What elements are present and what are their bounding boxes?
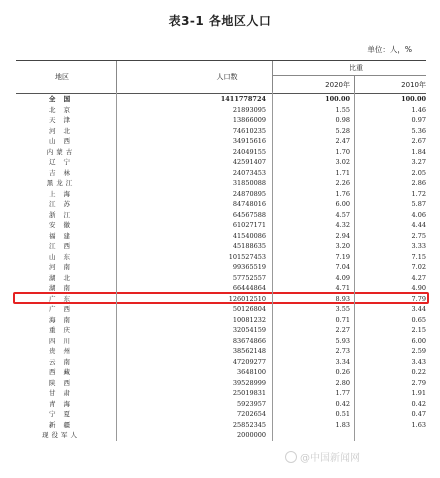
table-row [16, 241, 426, 252]
share-2020-cell: 2.26 [335, 179, 350, 187]
share-2020-cell: 0.98 [335, 116, 350, 124]
header-share: 比重 [349, 64, 363, 72]
share-2020-cell: 0.42 [335, 399, 350, 408]
weibo-icon [285, 451, 297, 463]
region-cell: 安 徽 [48, 221, 74, 229]
share-2020-cell: 5.28 [335, 126, 350, 135]
table-row [16, 304, 426, 315]
share-2020-cell: 2.27 [335, 326, 350, 334]
population-cell: 24049155 [232, 147, 266, 156]
table-row [16, 210, 426, 221]
share-2020-cell: 1.83 [335, 420, 350, 429]
table-row [16, 189, 426, 200]
table-row [16, 178, 426, 189]
population-cell: 61027171 [232, 221, 266, 229]
population-cell: 10081232 [232, 315, 266, 324]
region-cell: 浙 江 [48, 210, 74, 219]
share-2020-cell: 3.55 [335, 305, 350, 313]
share-2020-cell: 8.93 [335, 294, 350, 303]
table-body [16, 94, 426, 441]
population-cell: 83674866 [232, 336, 266, 345]
table-row [16, 157, 426, 168]
share-2010-cell: 100.00 [401, 95, 426, 103]
share-2020-cell: 4.71 [335, 284, 350, 292]
region-cell: 湖 南 [48, 284, 74, 292]
population-cell: 42591407 [232, 158, 266, 166]
population-cell: 66444864 [232, 284, 266, 292]
region-cell: 上 海 [48, 189, 74, 198]
share-2010-cell: 3.33 [411, 242, 426, 250]
table-row [16, 388, 426, 399]
share-2010-cell: 4.27 [411, 273, 426, 282]
share-2010-cell: 0.22 [411, 368, 426, 376]
population-cell: 50126804 [232, 305, 266, 313]
header-vline [354, 75, 355, 93]
region-cell: 现役军人 [42, 431, 80, 439]
share-2020-cell: 2.94 [335, 231, 350, 240]
region-cell: 江 苏 [48, 200, 74, 208]
table-row [16, 147, 426, 158]
region-cell: 福 建 [48, 231, 74, 240]
region-cell: 北 京 [48, 105, 74, 114]
table-row [16, 367, 426, 378]
population-cell: 5923957 [237, 399, 266, 408]
header-region: 地区 [55, 73, 69, 81]
population-cell: 13866009 [232, 116, 266, 124]
share-2020-cell: 1.71 [335, 168, 350, 177]
watermark-text: @中国新闻网 [300, 453, 360, 464]
column-rule [354, 92, 355, 441]
share-2020-cell: 1.70 [335, 147, 350, 156]
table-row [16, 346, 426, 357]
share-2010-cell: 5.36 [411, 126, 426, 135]
region-cell: 贵 州 [48, 347, 74, 355]
share-2020-cell: 0.71 [335, 315, 350, 324]
share-2010-cell: 2.59 [411, 347, 426, 355]
unit-label: 单位：人，% [367, 45, 412, 54]
share-2020-cell: 4.32 [335, 221, 350, 229]
population-cell: 25019831 [232, 389, 266, 397]
table-row [16, 252, 426, 263]
population-cell: 24073453 [232, 168, 266, 177]
header-2020: 2020年 [325, 81, 350, 89]
header-2010: 2010年 [401, 81, 426, 89]
share-2020-cell: 7.04 [335, 263, 350, 271]
region-cell: 江 西 [48, 242, 74, 250]
share-2020-cell: 2.80 [335, 378, 350, 387]
share-2010-cell: 7.02 [411, 263, 426, 271]
population-table [16, 60, 426, 441]
region-cell: 河 北 [48, 126, 74, 135]
table-row [16, 262, 426, 273]
population-cell: 101527453 [228, 252, 266, 261]
region-cell: 山 西 [48, 137, 74, 145]
region-cell: 新 疆 [48, 420, 74, 429]
share-2020-cell: 2.73 [335, 347, 350, 355]
header-divider [272, 75, 426, 76]
share-2020-cell: 0.26 [335, 368, 350, 376]
population-cell: 2000000 [237, 431, 266, 439]
population-cell: 41540086 [232, 231, 266, 240]
share-2010-cell: 0.42 [411, 399, 426, 408]
table-row [16, 126, 426, 137]
share-2020-cell: 5.93 [335, 336, 350, 345]
table-title: 表3-1 各地区人口 [168, 14, 272, 28]
share-2010-cell: 2.05 [411, 168, 426, 177]
share-2010-cell: 3.44 [411, 305, 426, 313]
share-2020-cell: 1.77 [335, 389, 350, 397]
table-row [16, 378, 426, 389]
table-row [16, 273, 426, 284]
share-2020-cell: 4.57 [335, 210, 350, 219]
population-cell: 64567588 [232, 210, 266, 219]
table-row [16, 315, 426, 326]
share-2010-cell: 0.65 [411, 315, 426, 324]
table-row [16, 136, 426, 147]
table-row [16, 105, 426, 116]
population-cell: 126012510 [228, 294, 266, 303]
share-2010-cell: 7.15 [411, 252, 426, 261]
share-2010-cell: 3.43 [411, 357, 426, 366]
share-2010-cell: 4.44 [411, 221, 426, 229]
table-row [16, 420, 426, 431]
table-row [16, 409, 426, 420]
population-cell: 1411778724 [220, 95, 266, 103]
watermark [285, 449, 360, 464]
region-cell: 广 西 [48, 305, 74, 313]
population-cell: 84748016 [232, 200, 266, 208]
region-cell: 云 南 [48, 357, 74, 366]
population-cell: 7202654 [237, 410, 266, 418]
region-cell: 山 东 [48, 252, 74, 261]
column-rule [272, 92, 273, 441]
column-rule [116, 92, 117, 441]
table-row [16, 336, 426, 347]
population-cell: 3648100 [237, 368, 266, 376]
share-2010-cell: 2.15 [411, 326, 426, 334]
share-2020-cell: 3.34 [335, 357, 350, 366]
table-row [16, 199, 426, 210]
table-row [16, 115, 426, 126]
header-vline [272, 61, 273, 93]
table-row [16, 231, 426, 242]
share-2010-cell: 1.72 [411, 189, 426, 198]
table-header [16, 61, 426, 94]
share-2010-cell: 0.47 [411, 410, 426, 418]
population-cell: 99365519 [232, 263, 266, 271]
region-cell: 河 南 [48, 263, 74, 271]
share-2010-cell: 7.79 [411, 294, 426, 303]
region-cell: 重 庆 [48, 326, 74, 334]
share-2020-cell: 6.00 [335, 200, 350, 208]
share-2010-cell: 2.75 [411, 231, 426, 240]
region-cell: 黑龙江 [46, 179, 76, 187]
region-cell: 西 藏 [48, 368, 74, 376]
share-2010-cell: 1.63 [411, 420, 426, 429]
region-cell: 全 国 [48, 95, 74, 103]
share-2020-cell: 3.02 [335, 158, 350, 166]
region-cell: 宁 夏 [48, 410, 74, 418]
share-2010-cell: 2.86 [411, 179, 426, 187]
table-row [16, 430, 426, 441]
header-vline [116, 61, 117, 93]
share-2010-cell: 1.84 [411, 147, 426, 156]
population-cell: 57752557 [232, 273, 266, 282]
highlight-box [13, 292, 429, 304]
share-2010-cell: 4.06 [411, 210, 426, 219]
table-row [16, 325, 426, 336]
share-2010-cell: 3.27 [411, 158, 426, 166]
share-2020-cell: 1.55 [335, 105, 350, 114]
share-2010-cell: 6.00 [411, 336, 426, 345]
region-cell: 内蒙古 [46, 147, 76, 156]
region-cell: 四 川 [48, 336, 74, 345]
region-cell: 青 海 [48, 399, 74, 408]
region-cell: 海 南 [48, 315, 74, 324]
share-2010-cell: 5.87 [411, 200, 426, 208]
population-cell: 21893095 [232, 105, 266, 114]
share-2020-cell: 100.00 [325, 95, 350, 103]
population-cell: 39528999 [232, 378, 266, 387]
population-cell: 31850088 [232, 179, 266, 187]
share-2010-cell: 1.46 [411, 105, 426, 114]
region-cell: 吉 林 [48, 168, 74, 177]
table-row [16, 94, 426, 105]
population-cell: 38562148 [232, 347, 266, 355]
share-2010-cell: 2.67 [411, 137, 426, 145]
table-row [16, 220, 426, 231]
population-cell: 25852345 [232, 420, 266, 429]
share-2010-cell: 2.79 [411, 378, 426, 387]
region-cell: 湖 北 [48, 273, 74, 282]
population-cell: 34915616 [232, 137, 266, 145]
table-row [16, 357, 426, 368]
region-cell: 陕 西 [48, 378, 74, 387]
population-cell: 45188635 [232, 242, 266, 250]
header-population: 人口数 [216, 73, 238, 81]
region-cell: 天 津 [48, 116, 74, 124]
share-2010-cell: 4.90 [411, 284, 426, 292]
share-2020-cell: 3.20 [335, 242, 350, 250]
table-row [16, 399, 426, 410]
population-cell: 32054159 [232, 326, 266, 334]
population-cell: 47209277 [232, 357, 266, 366]
population-cell: 24870895 [232, 189, 266, 198]
region-cell: 甘 肃 [48, 389, 74, 397]
share-2020-cell: 2.47 [335, 137, 350, 145]
share-2020-cell: 7.19 [335, 252, 350, 261]
share-2010-cell: 0.97 [411, 116, 426, 124]
share-2010-cell: 1.91 [411, 389, 426, 397]
region-cell: 辽 宁 [48, 158, 74, 166]
region-cell: 广 东 [48, 294, 74, 303]
share-2020-cell: 0.51 [335, 410, 350, 418]
table-row [16, 168, 426, 179]
population-cell: 74610235 [232, 126, 266, 135]
share-2020-cell: 4.09 [335, 273, 350, 282]
share-2020-cell: 1.76 [335, 189, 350, 198]
